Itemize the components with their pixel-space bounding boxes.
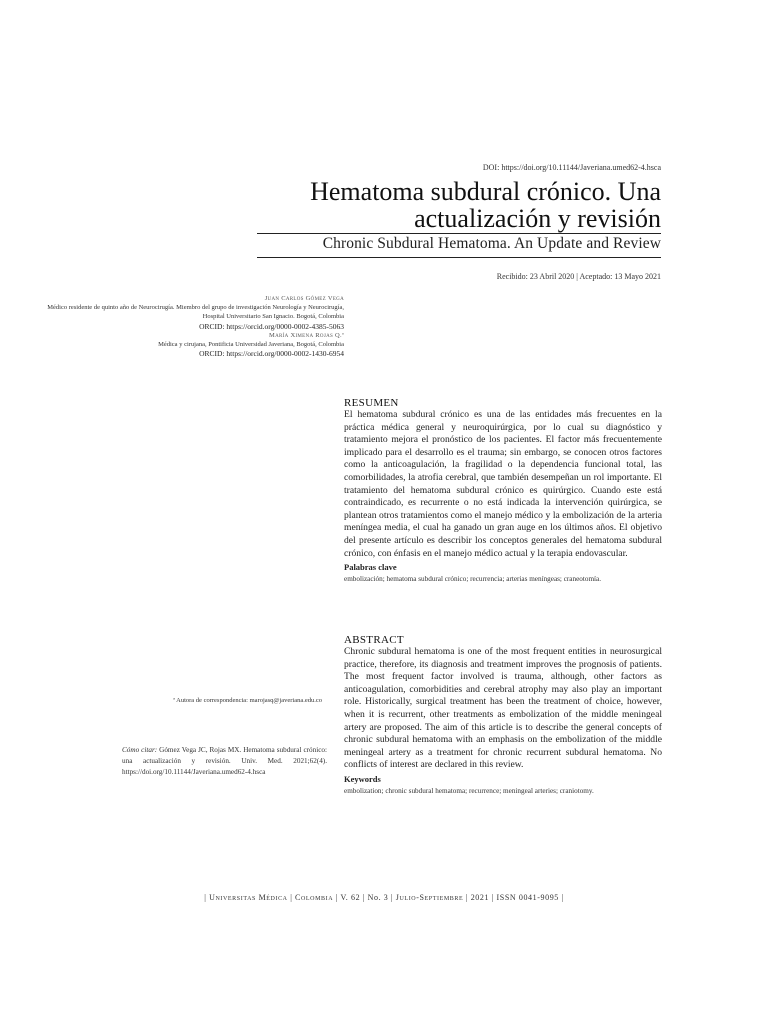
abstract-keywords: embolization; chronic subdural hematoma; recurrence; meningeal arteries; craniotomy. <box>344 786 594 795</box>
title-rule-top <box>257 233 661 234</box>
resumen-section <box>344 397 662 584</box>
abstract-text: Chronic subdural hematoma is one of the most frequent entities in neurosurgical practice, therefore, its diagnosis and treatment improves the prognosis of patients. The most frequent factor involved is trauma, although, other factors as anticoagulation, comorbidities and cerebral atrophy may also play an important role. Historically, surgical treatment has been the treatment of choice, however, when it is recurrent, other treatments as embolization of the middle meningeal artery are proposed. The aim of this article is to describe the general concepts of chronic subdural hematoma with an emphasis on the embolization of the middle meningeal artery as a treatment for chronic recurrent subdural hematoma. No conflicts of interest are declared in this review. <box>344 646 662 771</box>
correspondence-note[interactable]: ª Autora de correspondencia: marojasq@javeriana.edu.co <box>173 697 322 704</box>
footer-period: Julio-Septiembre <box>395 893 464 902</box>
footer-number: No. 3 <box>367 893 389 902</box>
abstract-keywords-heading: Keywords <box>344 773 381 784</box>
footer-country: Colombia <box>295 893 334 902</box>
footer-volume: V. 62 <box>340 893 361 902</box>
resumen-heading: RESUMEN <box>344 397 399 409</box>
author-name: María Ximena Rojas Q.ª <box>269 331 344 339</box>
footer-journal: Universitas Médica <box>209 893 288 902</box>
author-orcid[interactable]: ORCID: https://orcid.org/0000-0002-1430-6954 <box>199 349 344 359</box>
author-name: Juan Carlos Gómez Vega <box>264 295 344 302</box>
title-rule-bottom <box>257 257 661 258</box>
abstract-heading: ABSTRACT <box>344 634 404 646</box>
resumen-keywords: embolización; hematoma subdural crónico; recurrencia; arterias meníngeas; craneotomía. <box>344 575 602 584</box>
author-affiliation: Médica y cirujana, Pontificia Universidad Javeriana, Bogotá, Colombia <box>158 341 344 349</box>
citation-label: Cómo citar: <box>122 746 158 754</box>
article-title: Hematoma subdural crónico. Una actualización y revisión <box>310 177 661 233</box>
article-subtitle: Chronic Subdural Hematoma. An Update and Review <box>322 235 661 252</box>
received-accepted-dates: Recibido: 23 Abril 2020 | Aceptado: 13 Mayo 2021 <box>496 272 661 281</box>
author-orcid[interactable]: ORCID: https://orcid.org/0000-0002-4385-5063 <box>199 321 344 331</box>
resumen-text: El hematoma subdural crónico es una de las entidades más frecuentes en la práctica médica general y neuroquirúrgica, por lo cual su diagnóstico y tratamiento mejora el pronóstico de los pacientes. El factor más frecuentemente implicado para el desarrollo es el trauma; sin embargo, se conocen otros factores como la anticoagulación, la fragilidad o la dependencia funcional total, las comorbilidades, la atrofia cerebral, que también desempeñan un rol importante. El tratamiento del hematoma subdural crónico es quirúrgico. Cuando este está contraindicado, es recurrente o no está indicada la intervención quirúrgica, se plantean otros tratamientos como el manejo médico y la embolización de la arteria meníngea media, el cual ha ganado un gran auge en los últimos años. El objetivo del presente artículo es describir los conceptos generales del hematoma subdural crónico, con énfasis en el manejo médico actual y la terapia endovascular. <box>344 409 662 559</box>
doi-link[interactable]: DOI: https://doi.org/10.11144/Javeriana.umed62-4.hsca <box>482 163 661 172</box>
author-block <box>34 294 344 358</box>
footer-issn: ISSN 0041-9095 <box>496 893 559 902</box>
abstract-section <box>344 634 662 796</box>
resumen-keywords-heading: Palabras clave <box>344 562 397 573</box>
citation-text[interactable]: Gómez Vega JC, Rojas MX. Hematoma subdural crónico: una actualización y revisión. Univ. Med. 2021;62(4). https://doi.org/10.11144/Javeriana.umed62-4.hsca <box>122 746 328 776</box>
footer-year: 2021 <box>470 893 490 902</box>
page-footer: | Universitas Médica | Colombia | V. 62 | No. 3 | Julio-Septiembre | 2021 | ISSN 0041-9095 | <box>204 893 564 902</box>
citation-block <box>122 745 327 778</box>
author-affiliation: Médico residente de quinto año de Neurocirugía. Miembro del grupo de investigación Neurología y Neurocirugía, Hospital Universitario San Ignacio. Bogotá, Colombia <box>47 304 344 321</box>
